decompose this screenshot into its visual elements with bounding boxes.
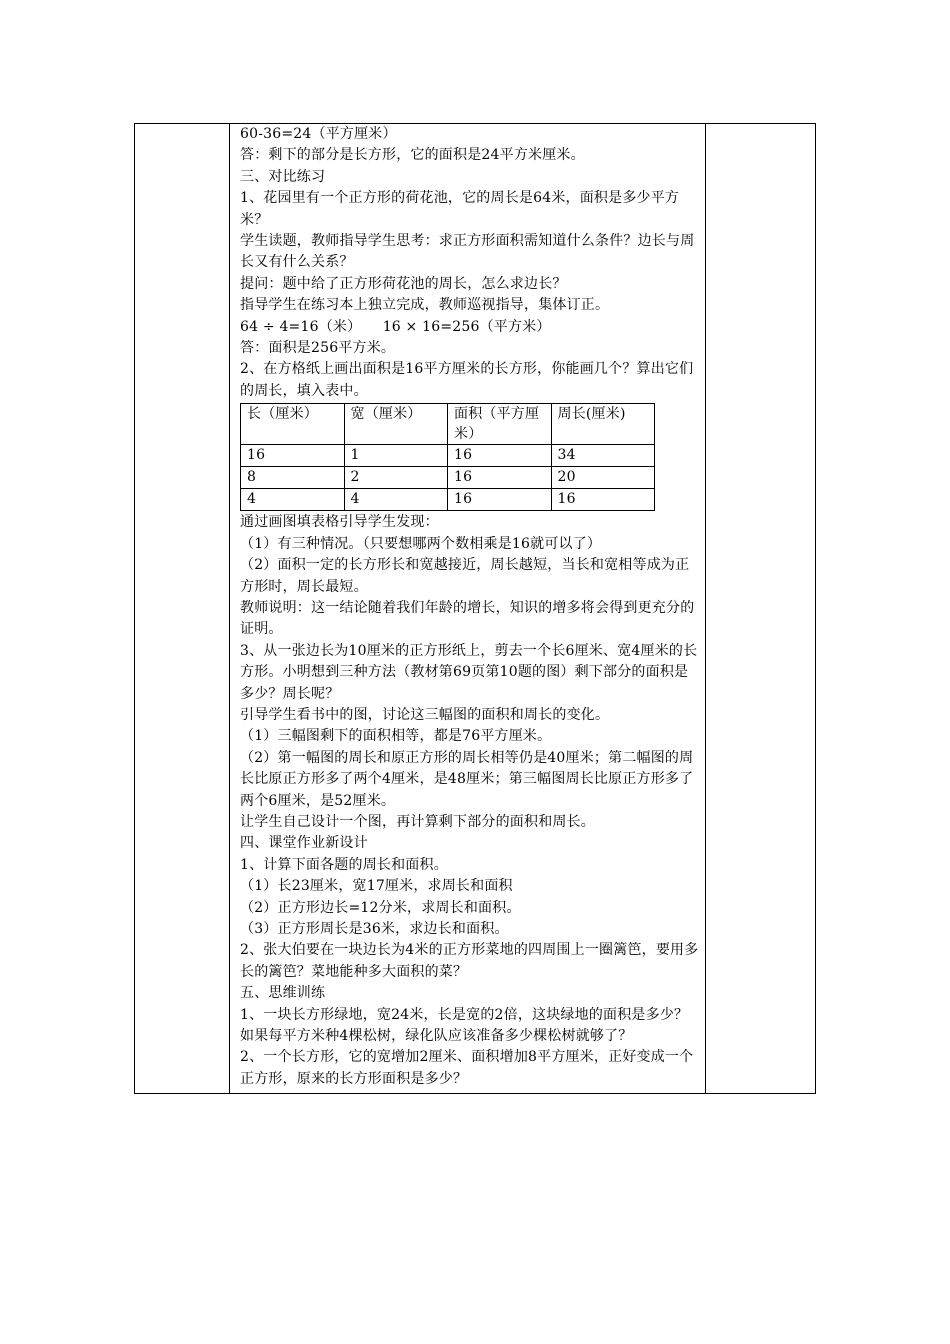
table-cell: 4 [344,489,448,511]
text-line: （1）三幅图剩下的面积相等，都是76平方厘米。 [240,728,552,745]
table-cell: 16 [241,445,345,467]
section-heading: 五、思维训练 [240,985,326,1002]
text-line: 1、计算下面各题的周长和面积。 [240,856,448,873]
table-cell: 4 [241,489,345,511]
text-line: 学生读题，教师指导学生思考：求正方形面积需知道什么条件？边长与周长又有什么关系？ [240,233,695,271]
table-cell: 16 [448,489,552,511]
text-line: 60-36=24（平方厘米） [240,126,397,142]
text-line: 指导学生在练习本上独立完成，教师巡视指导，集体订正。 [240,297,610,314]
text-line: 答：面积是256平方米。 [240,340,396,357]
text-line: 1、一块长方形绿地，宽24米，长是宽的2倍，这块绿地的面积是多少？如果每平方米种4棵松树，绿化队应该准备多少棵松树就够了？ [240,1006,689,1045]
table-row [241,489,655,511]
text-line: （1）长23厘米，宽17厘米，求周长和面积 [240,878,513,895]
text-line: 让学生自己设计一个图，再计算剩下部分的面积和周长。 [240,813,595,830]
text-line: （2）正方形边长=12分米，求周长和面积。 [240,899,521,916]
table-cell: 1 [344,445,448,467]
section-heading: 四、课堂作业新设计 [240,835,368,852]
table-cell: 8 [241,467,345,489]
text-line: 1、花园里有一个正方形的荷花池，它的周长是64米，面积是多少平方米？ [240,190,680,228]
table-header-row [241,404,655,445]
column-divider-right [705,124,706,1093]
table-header-cell: 面积（平方厘米） [448,404,552,445]
lesson-content [240,124,700,1090]
table-cell: 16 [448,445,552,467]
table-cell: 34 [551,445,655,467]
text-line: 64 ÷ 4=16（米） 16 × 16=256（平方米） [240,318,551,335]
text-line: 答：剩下的部分是长方形，它的面积是24平方米厘米。 [240,147,585,164]
table-header-cell: 长（厘米） [241,404,345,445]
text-line: 2、在方格纸上画出面积是16平方厘米的长方形，你能画几个？算出它们的周长，填入表中。 [240,361,694,399]
table-row [241,445,655,467]
text-line: 3、从一张边长为10厘米的正方形纸上，剪去一个长6厘米、宽4厘米的长方形。小明想到三种方法（教材第69页第10题的图）剩下部分的面积是多少？周长呢？ [240,642,698,702]
table-header-cell: 宽（厘米） [344,404,448,445]
table-cell: 2 [344,467,448,489]
column-divider-left [229,124,230,1093]
table-cell: 16 [551,489,655,511]
text-line: （3）正方形周长是36米，求边长和面积。 [240,921,509,937]
text-line: 引导学生看书中的图，讨论这三幅图的面积和周长的变化。 [240,706,610,723]
rectangle-table [240,403,655,511]
table-cell: 16 [448,467,552,489]
section-heading: 三、对比练习 [240,168,326,185]
text-line: 教师说明：这一结论随着我们年龄的增长，知识的增多将会得到更充分的证明。 [240,599,695,638]
text-line: 2、一个长方形，它的宽增加2厘米、面积增加8平方厘米，正好变成一个正方形，原来的长方形面积是多少？ [240,1049,694,1087]
text-line: 2、张大伯要在一块边长为4米的正方形菜地的四周围上一圈篱笆，要用多长的篱笆？菜地能种多大面积的菜？ [240,942,699,980]
table-header-cell: 周长(厘米) [551,404,655,445]
text-line: 通过画图填表格引导学生发现： [240,514,439,531]
text-line: （1）有三种情况。（只要想哪两个数相乘是16就可以了） [240,535,602,552]
text-line: （2）第一幅图的周长和原正方形的周长相等仍是40厘米；第二幅图的周长比原正方形多了两个4厘米，是48厘米；第三幅图周长比原正方形多了两个6厘米，是52厘米。 [240,749,694,809]
text-line: 提问：题中给了正方形荷花池的周长，怎么求边长？ [240,275,567,292]
table-cell: 20 [551,467,655,489]
table-row [241,467,655,489]
text-line: （2）面积一定的长方形长和宽越接近，周长越短，当长和宽相等成为正方形时，周长最短。 [240,557,690,595]
